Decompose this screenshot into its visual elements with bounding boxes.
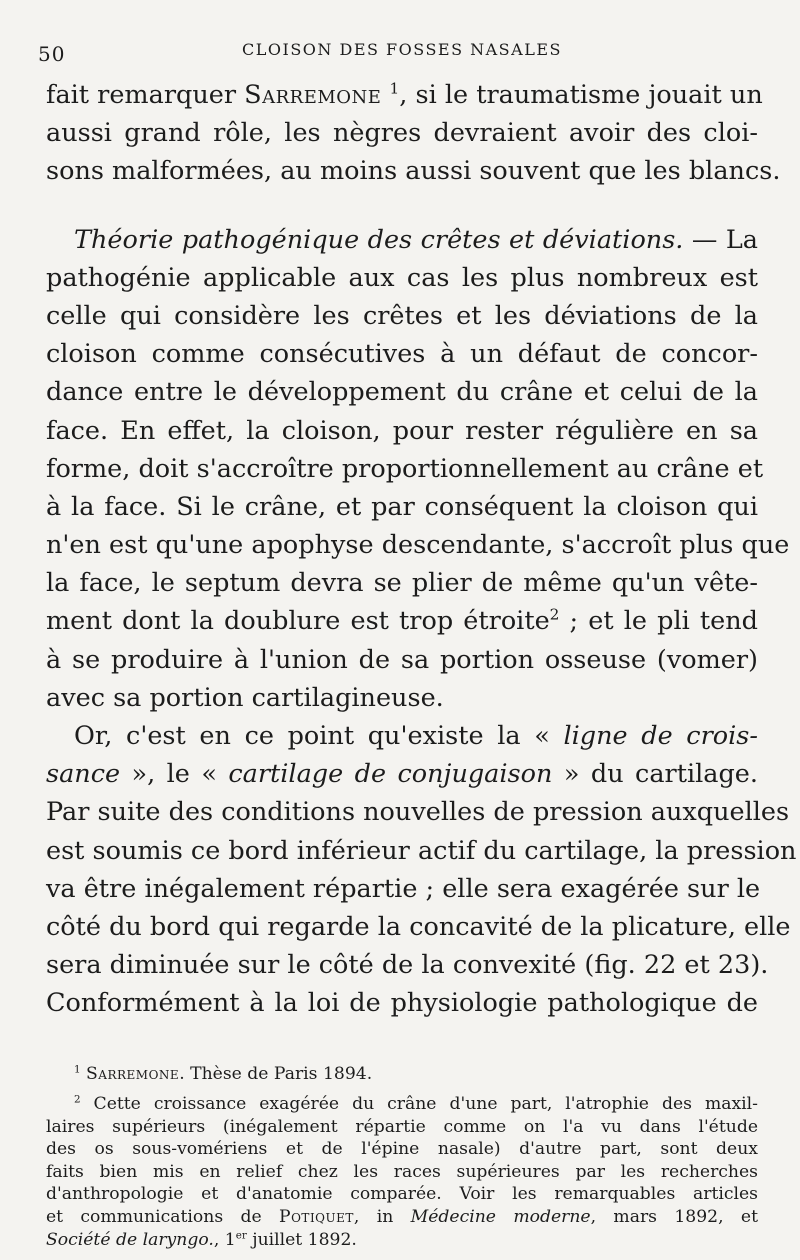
text-fragment: ment dont la doublure est trop étroite xyxy=(46,606,550,637)
footnote-ref: 2 xyxy=(549,605,560,624)
italic-term: sance xyxy=(46,759,121,790)
page-number: 50 xyxy=(38,42,66,66)
author-name: Sarremone xyxy=(244,80,382,110)
footnote-2-line xyxy=(46,1229,758,1252)
footnote-2-line: laires supérieurs (inégalement répartie comme on l'a vu dans l'étude xyxy=(46,1116,758,1137)
running-header xyxy=(38,28,758,68)
footnote-mark: 2 xyxy=(74,1093,81,1106)
ordinal-suffix: er xyxy=(235,1228,247,1241)
footnote-2-line xyxy=(46,1206,758,1229)
footnote-ref: 1 xyxy=(389,79,400,98)
text-fragment: . Thèse de Paris 1894. xyxy=(179,1063,373,1084)
text-line: celle qui considère les crêtes et les déviations de la xyxy=(46,300,758,331)
text-line xyxy=(46,602,758,640)
paragraph-gap xyxy=(46,191,758,221)
text-fragment: , in xyxy=(353,1207,411,1228)
text-line: va être inégalement répartie ; elle sera exagérée sur le xyxy=(46,873,761,904)
text-fragment: et communications de xyxy=(46,1207,280,1228)
text-fragment: , si le traumatisme jouait un xyxy=(399,80,763,110)
text-line: pathogénie applicable aux cas les plus nombreux est xyxy=(46,262,758,293)
text-line: avec sa portion cartilagineuse. xyxy=(46,682,444,713)
text-line: sera diminuée sur le côté de la convexité (fig. 22 et 23). xyxy=(46,950,769,981)
text-line: la face, le septum devra se plier de même qu'un vête- xyxy=(46,568,758,599)
text-line: aussi grand rôle, les nègres devraient avoir des cloi- xyxy=(46,118,758,149)
text-line: Conformément à la loi de physiologie pathologique de xyxy=(46,988,758,1019)
text-line: cloison comme consécutives à un défaut de concor- xyxy=(46,339,758,370)
text-line: Par suite des conditions nouvelles de pression auxquelles xyxy=(46,797,790,828)
journal-title: Médecine moderne xyxy=(410,1207,591,1228)
footnote-mark: 1 xyxy=(74,1062,81,1075)
running-title: CLOISON DES FOSSES NASALES xyxy=(242,40,562,59)
author-name: Potiquet xyxy=(279,1207,354,1228)
footnote-2-line: faits bien mis en relief chez les races supérieures par les recherches xyxy=(46,1161,758,1182)
text-fragment: ; et le pli tend xyxy=(559,606,758,637)
footnote-1 xyxy=(46,1063,758,1086)
footnotes xyxy=(46,1063,758,1252)
text-fragment: Or, c'est en ce point qu'existe la « xyxy=(74,721,564,751)
text-line xyxy=(46,76,763,114)
italic-term: ligne de crois- xyxy=(563,721,758,751)
text-fragment: , 1 xyxy=(213,1229,236,1250)
text-fragment: » du cartilage. xyxy=(552,759,759,790)
text-fragment: Cette croissance exagérée du crâne d'une part, l'atrophie des maxil- xyxy=(93,1094,758,1115)
italic-term: cartilage de conjugaison xyxy=(228,759,553,790)
text-fragment: fait remarquer xyxy=(46,80,245,110)
text-line: côté du bord qui regarde la concavité de la plicature, elle xyxy=(46,911,791,942)
footnote-2-line: des os sous-vomériens et de l'épine nasale) d'autre part, sont deux xyxy=(46,1139,758,1160)
text-fragment: », le « xyxy=(120,759,229,790)
section-heading: Théorie pathogénique des crêtes et déviations. xyxy=(74,224,684,255)
text-line: dance entre le développement du crâne et celui de la xyxy=(46,377,758,408)
text-line: n'en est qu'une apophyse descendante, s'accroît plus que xyxy=(46,530,790,561)
text-line xyxy=(46,717,758,755)
text-fragment: — La xyxy=(683,224,758,255)
text-line: forme, doit s'accroître proportionnellement au crâne et xyxy=(46,453,764,484)
text-fragment: , mars 1892, et xyxy=(590,1207,758,1228)
footnote-2-line: d'anthropologie et d'anatomie comparée. Voir les remarquables articles xyxy=(46,1184,758,1205)
footnote-2-line xyxy=(46,1093,758,1116)
main-text xyxy=(46,76,797,1023)
text-fragment: juillet 1892. xyxy=(246,1229,357,1250)
author-name: Sarremone xyxy=(86,1063,180,1084)
text-line xyxy=(46,221,758,259)
text-line: à la face. Si le crâne, et par conséquent la cloison qui xyxy=(46,491,758,522)
text-line: à se produire à l'union de sa portion osseuse (vomer) xyxy=(46,644,758,675)
text-line: est soumis ce bord inférieur actif du cartilage, la pression xyxy=(46,835,797,866)
text-line: face. En effet, la cloison, pour rester régulière en sa xyxy=(46,415,758,446)
text-line xyxy=(46,755,758,793)
journal-title: Société de laryngo. xyxy=(46,1229,214,1250)
text-line: sons malformées, au moins aussi souvent que les blancs. xyxy=(46,156,781,187)
footnote-gap xyxy=(46,1085,758,1093)
